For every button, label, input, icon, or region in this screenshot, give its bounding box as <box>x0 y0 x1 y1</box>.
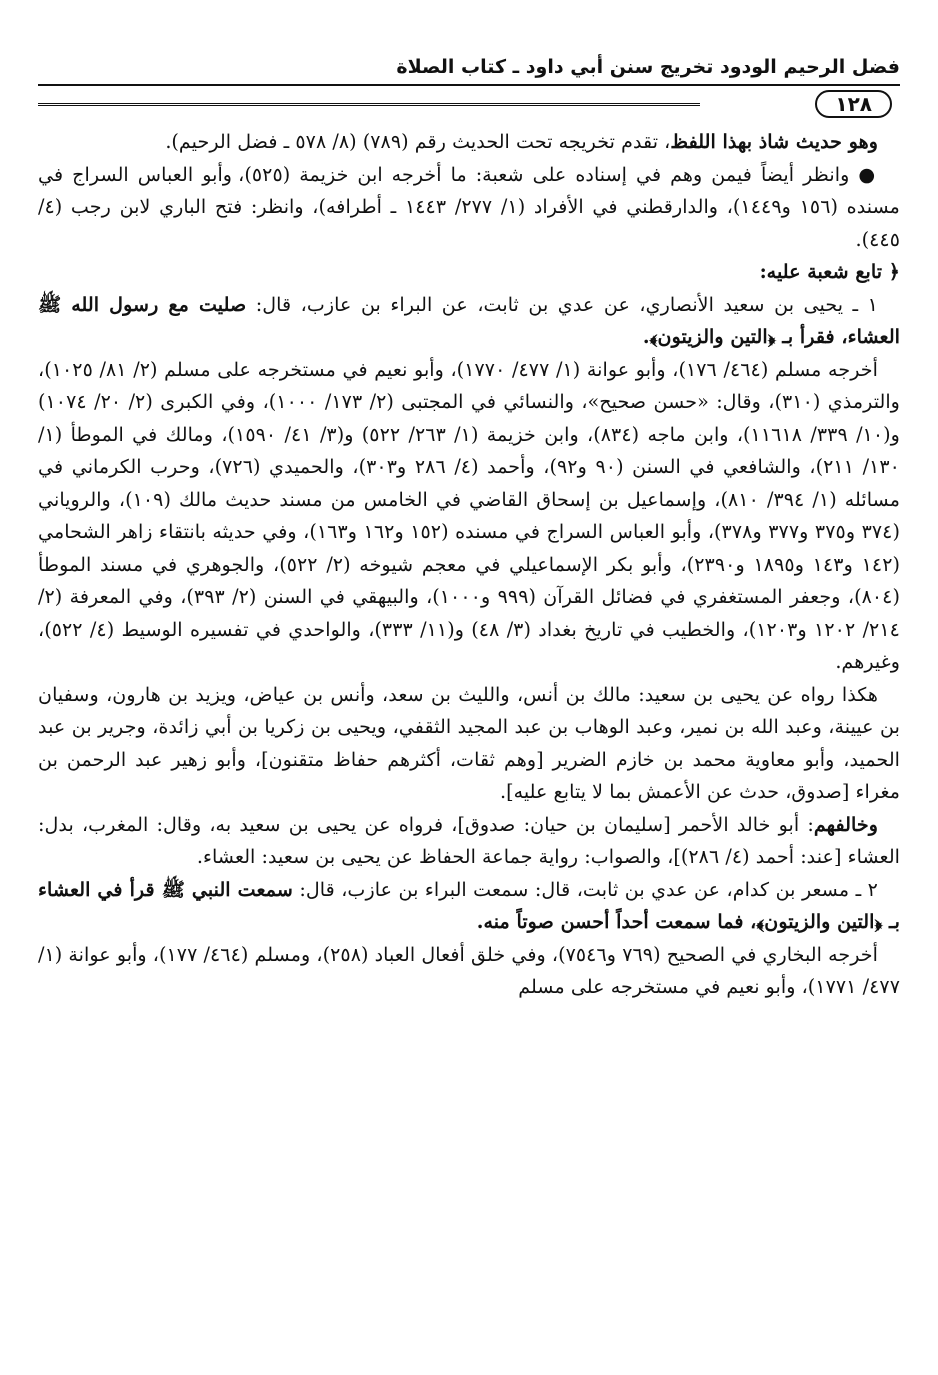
page-number: ١٢٨ <box>815 90 892 118</box>
section-heading: ﴿ تابع شعبة عليه: <box>759 260 900 283</box>
paragraph-text: أخرجه مسلم (٤٦٤/ ١٧٦)، وأبو عوانة (١/ ٤٧٧/ ١٧٧٠)، وأبو نعيم في مستخرجه على مسلم (٢/ ٨١/ ١٠٢٥)، والترمذي (٣١٠)، وقال: «حسن صحيح»، والنسائي في المجتبى (٢/ ١٧٣/ ١٠٠٠)، وفي الكبرى (٢/ ٢٠/ ١٠٧٤) و(١٠/ ٣٣٩/ ١١٦١٨)، وابن ماجه (٨٣٤)، وابن خزيمة (١/ ٢٦٣/ ٥٢٢) و(٣/ ٤١/ ١٥٩٠)، ومالك في الموطأ (١/ ١٣٠/ ٢١١)، والشافعي في السنن (٩٠ و٩٢)، وأحمد (٤/ ٢٨٦ و٣٠٣)، والحميدي (٧٢٦)، وحرب الكرماني في مسائله (١/ ٣٩٤/ ٨١٠)، وإسماعيل بن إسحاق القاضي في الخامس من مسند حديث مالك (١٠٩)، والروياني (٣٧٤ و٣٧٥ و٣٧٧ و٣٧٨)، وأبو العباس السراج في مسنده (١٥٢ و١٦٢ و١٦٣)، وفي حديثه بانتقاء زاهر الشحامي (١٤٢ و١٤٣ و١٨٩٥ و٢٣٩٠)، وأبو بكر الإسماعيلي في معجم شيوخه (٢/ ٥٢٢)، والجوهري في مسند الموطأ (٨٠٤)، وجعفر المستغفري في فضائل القرآن (٩٩٩ و١٠٠٠)، والبيهقي في السنن (٢/ ٣٩٣)، وفي المعرفة (٢/ ٢١٤/ ١٢٠٢ و١٢٠٣)، والخطيب في تاريخ بغداد (٣/ ٤٨) و(١١/ ٣٣٣)، والواحدي في تفسيره الوسيط (٤/ ٥٢٢)، وغيرهم. <box>38 357 900 673</box>
paragraph-7 <box>38 809 900 874</box>
paragraph-2 <box>38 159 900 257</box>
book-page <box>38 44 900 1354</box>
bold-lead: وهو حديث شاذ بهذا اللفظ <box>670 130 878 153</box>
hadith-text: سمعت النبي ﷺ قرأ في العشاء بـ ﴿التين والزيتون﴾، فما سمعت أحداً أحسن صوتاً منه. <box>38 877 900 933</box>
paragraph-5 <box>38 354 900 679</box>
bold-lead: وخالفهم <box>813 812 878 836</box>
running-title: فضل الرحيم الودود تخريج سنن أبي داود ـ كتاب الصلاة <box>396 56 900 78</box>
page-body <box>38 126 900 1004</box>
hadith-text: صليت مع رسول الله ﷺ العشاء، فقرأ بـ ﴿التين والزيتون﴾. <box>38 292 900 348</box>
page-header <box>38 44 900 86</box>
paragraph-text: ٢ ـ مسعر بن كدام، عن عدي بن ثابت، قال: سمعت البراء بن عازب، قال: <box>299 877 878 901</box>
paragraph-6 <box>38 679 900 809</box>
header-rule <box>38 103 700 109</box>
paragraph-9 <box>38 939 900 1004</box>
paragraph-text: هكذا رواه عن يحيى بن سعيد: مالك بن أنس، والليث بن سعد، وأنس بن عياض، ويزيد بن هارون، وسفيان بن عيينة، وعبد الله بن نمير، وعبد الوهاب بن عبد المجيد الثقفي، ويحيى بن زكريا بن أبي زائدة، وجرير بن عبد الحميد، وأبو معاوية محمد بن خازم الضرير [وهم ثقات، أكثرهم حفاظ متقنون]، وأبو زهير عبد الرحمن بن مغراء [صدوق، حدث عن الأعمش بما لا يتابع عليه]. <box>38 682 900 803</box>
paragraph-text: ● وانظر أيضاً فيمن وهم في إسناده على شعبة: ما أخرجه ابن خزيمة (٥٢٥)، وأبو العباس السراج في مسنده (١٥٦ و١٤٤٩)، والدارقطني في الأفراد (١/ ٢٧٧/ ١٤٤٣ ـ أطرافه)، وانظر: فتح الباري لابن رجب (٤/ ٤٤٥). <box>38 162 900 251</box>
paragraph-text: أخرجه البخاري في الصحيح (٧٦٩ و٧٥٤٦)، وفي خلق أفعال العباد (٢٥٨)، ومسلم (٤٦٤/ ١٧٧)، وأبو عوانة (١/ ٤٧٧/ ١٧٧١)، وأبو نعيم في مستخرجه على مسلم <box>38 942 900 998</box>
paragraph-text: : أبو خالد الأحمر [سليمان بن حيان: صدوق]، فرواه عن يحيى بن سعيد به، وقال: المغرب، بدل: العشاء [عند: أحمد (٤/ ٢٨٦)]، والصواب: رواية جماعة الحفاظ عن يحيى بن سعيد: العشاء. <box>38 812 900 868</box>
paragraph-4 <box>38 289 900 354</box>
paragraph-8 <box>38 874 900 939</box>
paragraph-text: ١ ـ يحيى بن سعيد الأنصاري، عن عدي بن ثابت، عن البراء بن عازب، قال: <box>255 292 878 316</box>
paragraph-text: ، تقدم تخريجه تحت الحديث رقم (٧٨٩) (٨/ ٥٧٨ ـ فضل الرحيم). <box>165 130 671 153</box>
page-number-row <box>38 90 900 120</box>
paragraph-1 <box>38 126 900 159</box>
